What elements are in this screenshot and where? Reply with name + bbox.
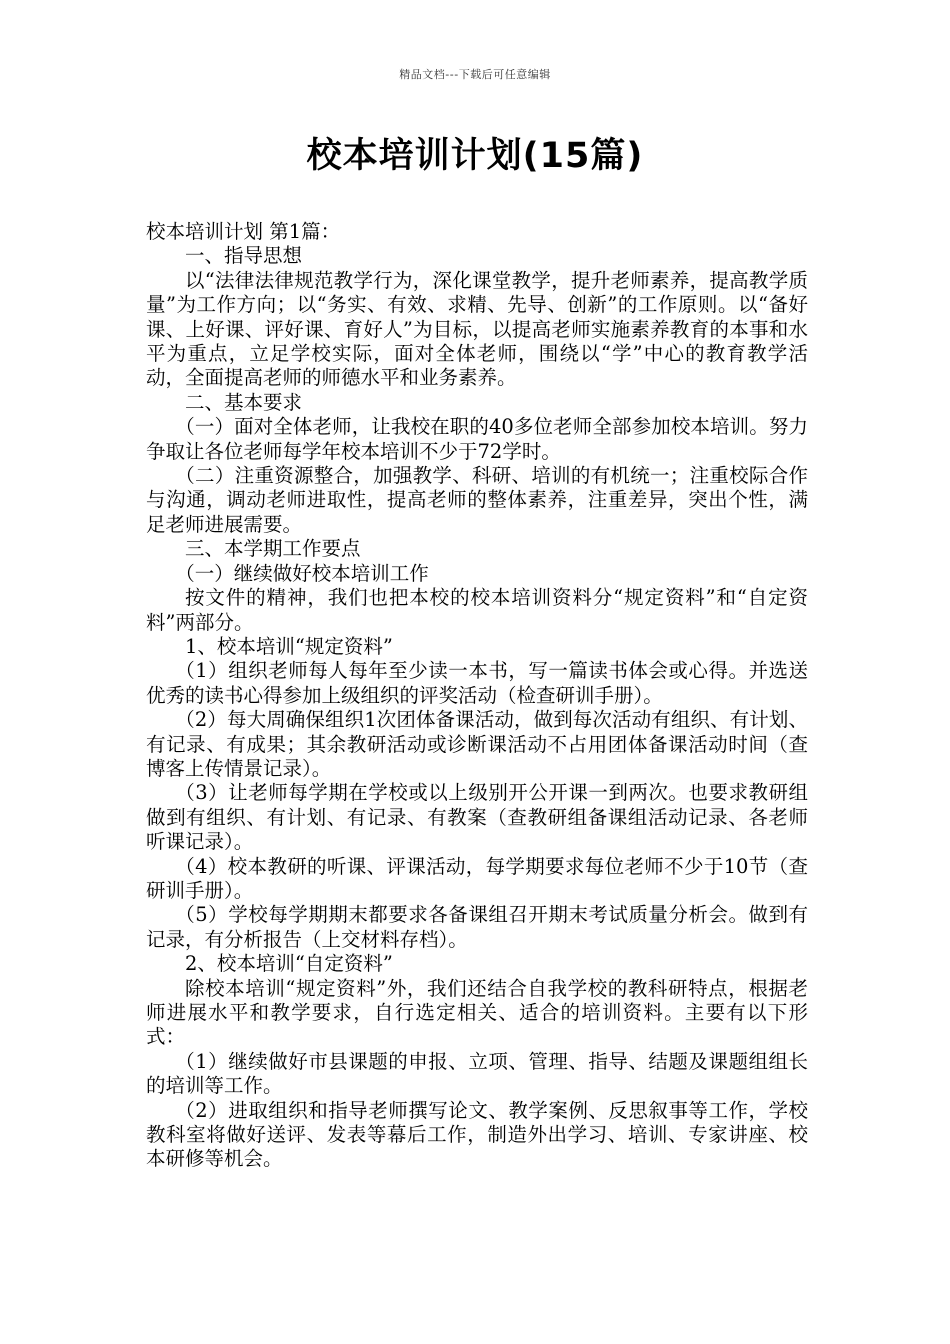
subheading: 2、校本培训“自定资料” (185, 952, 393, 976)
list-item: （1）继续做好市县课题的申报、立项、管理、指导、结题及课题组组长的培训等工作。 (146, 1049, 808, 1098)
paragraph: 按文件的精神，我们也把本校的校本培训资料分“规定资料”和“自定资料”两部分。 (146, 586, 808, 634)
list-item: （2）进取组织和指导老师撰写论文、教学案例、反思叙事等工作，学校教科室将做好送评、发表等幕后工作，制造外出学习、培训、专家讲座、校本研修等机会。 (146, 1098, 808, 1171)
subheading: （一）继续做好校本培训工作 (175, 561, 429, 585)
document-body (146, 220, 808, 1172)
list-item: （4）校本教研的听课、评课活动，每学期要求每位老师不少于10节（查研训手册）。 (146, 854, 808, 902)
list-item: （2）每大周确保组织1次团体备课活动，做到每次活动有组织、有计划、有记录、有成果；其余教研活动或诊断课活动不占用团体备课活动时间（查博客上传情景记录）。 (146, 708, 808, 780)
heading-basic-requirements: 二、基本要求 (185, 390, 303, 414)
paragraph: 除校本培训“规定资料”外，我们还结合自我学校的教科研特点，根据老师进展水平和教学要求，自行选定相关、适合的培训资料。主要有以下形式： (146, 976, 808, 1049)
heading-work-points: 三、本学期工作要点 (185, 537, 361, 561)
paragraph: （二）注重资源整合，加强教学、科研、培训的有机统一；注重校际合作与沟通，调动老师进取性，提高老师的整体素养，注重差异，突出个性，满足老师进展需要。 (146, 464, 808, 536)
subheading: 1、校本培训“规定资料” (185, 634, 393, 658)
document-title: 校本培训计划(15篇) (306, 136, 644, 176)
heading-guiding-ideology: 一、指导思想 (185, 244, 303, 268)
header-note: 精品文档---下载后可任意编辑 (399, 68, 551, 81)
list-item: （3）让老师每学期在学校或以上级别开公开课一到两次。也要求教研组做到有组织、有计划、有记录、有教案（查教研组备课组活动记录、各老师听课记录）。 (146, 781, 808, 854)
list-item: （1）组织老师每人每年至少读一本书，写一篇读书体会或心得。并选送优秀的读书心得参加上级组织的评奖活动（检查研训手册）。 (146, 659, 808, 707)
paragraph: 以“法律法律规范教学行为，深化课堂教学，提升老师素养，提高教学质量”为工作方向；以“务实、有效、求精、先导、创新”的工作原则。以“备好课、上好课、评好课、育好人”为目标，以提高老师实施素养教育的本事和水平为重点，立足学校实际，面对全体老师，围绕以“学”中心的教育教学活动，全面提高老师的师德水平和业务素养。 (146, 268, 808, 390)
list-item: （5）学校每学期期末都要求各备课组召开期末考试质量分析会。做到有记录，有分析报告（上交材料存档）。 (146, 903, 808, 951)
paragraph: （一）面对全体老师，让我校在职的40多位老师全部参加校本培训。努力争取让各位老师每学年校本培训不少于72学时。 (146, 415, 808, 463)
section-heading: 校本培训计划 第1篇： (146, 220, 341, 243)
